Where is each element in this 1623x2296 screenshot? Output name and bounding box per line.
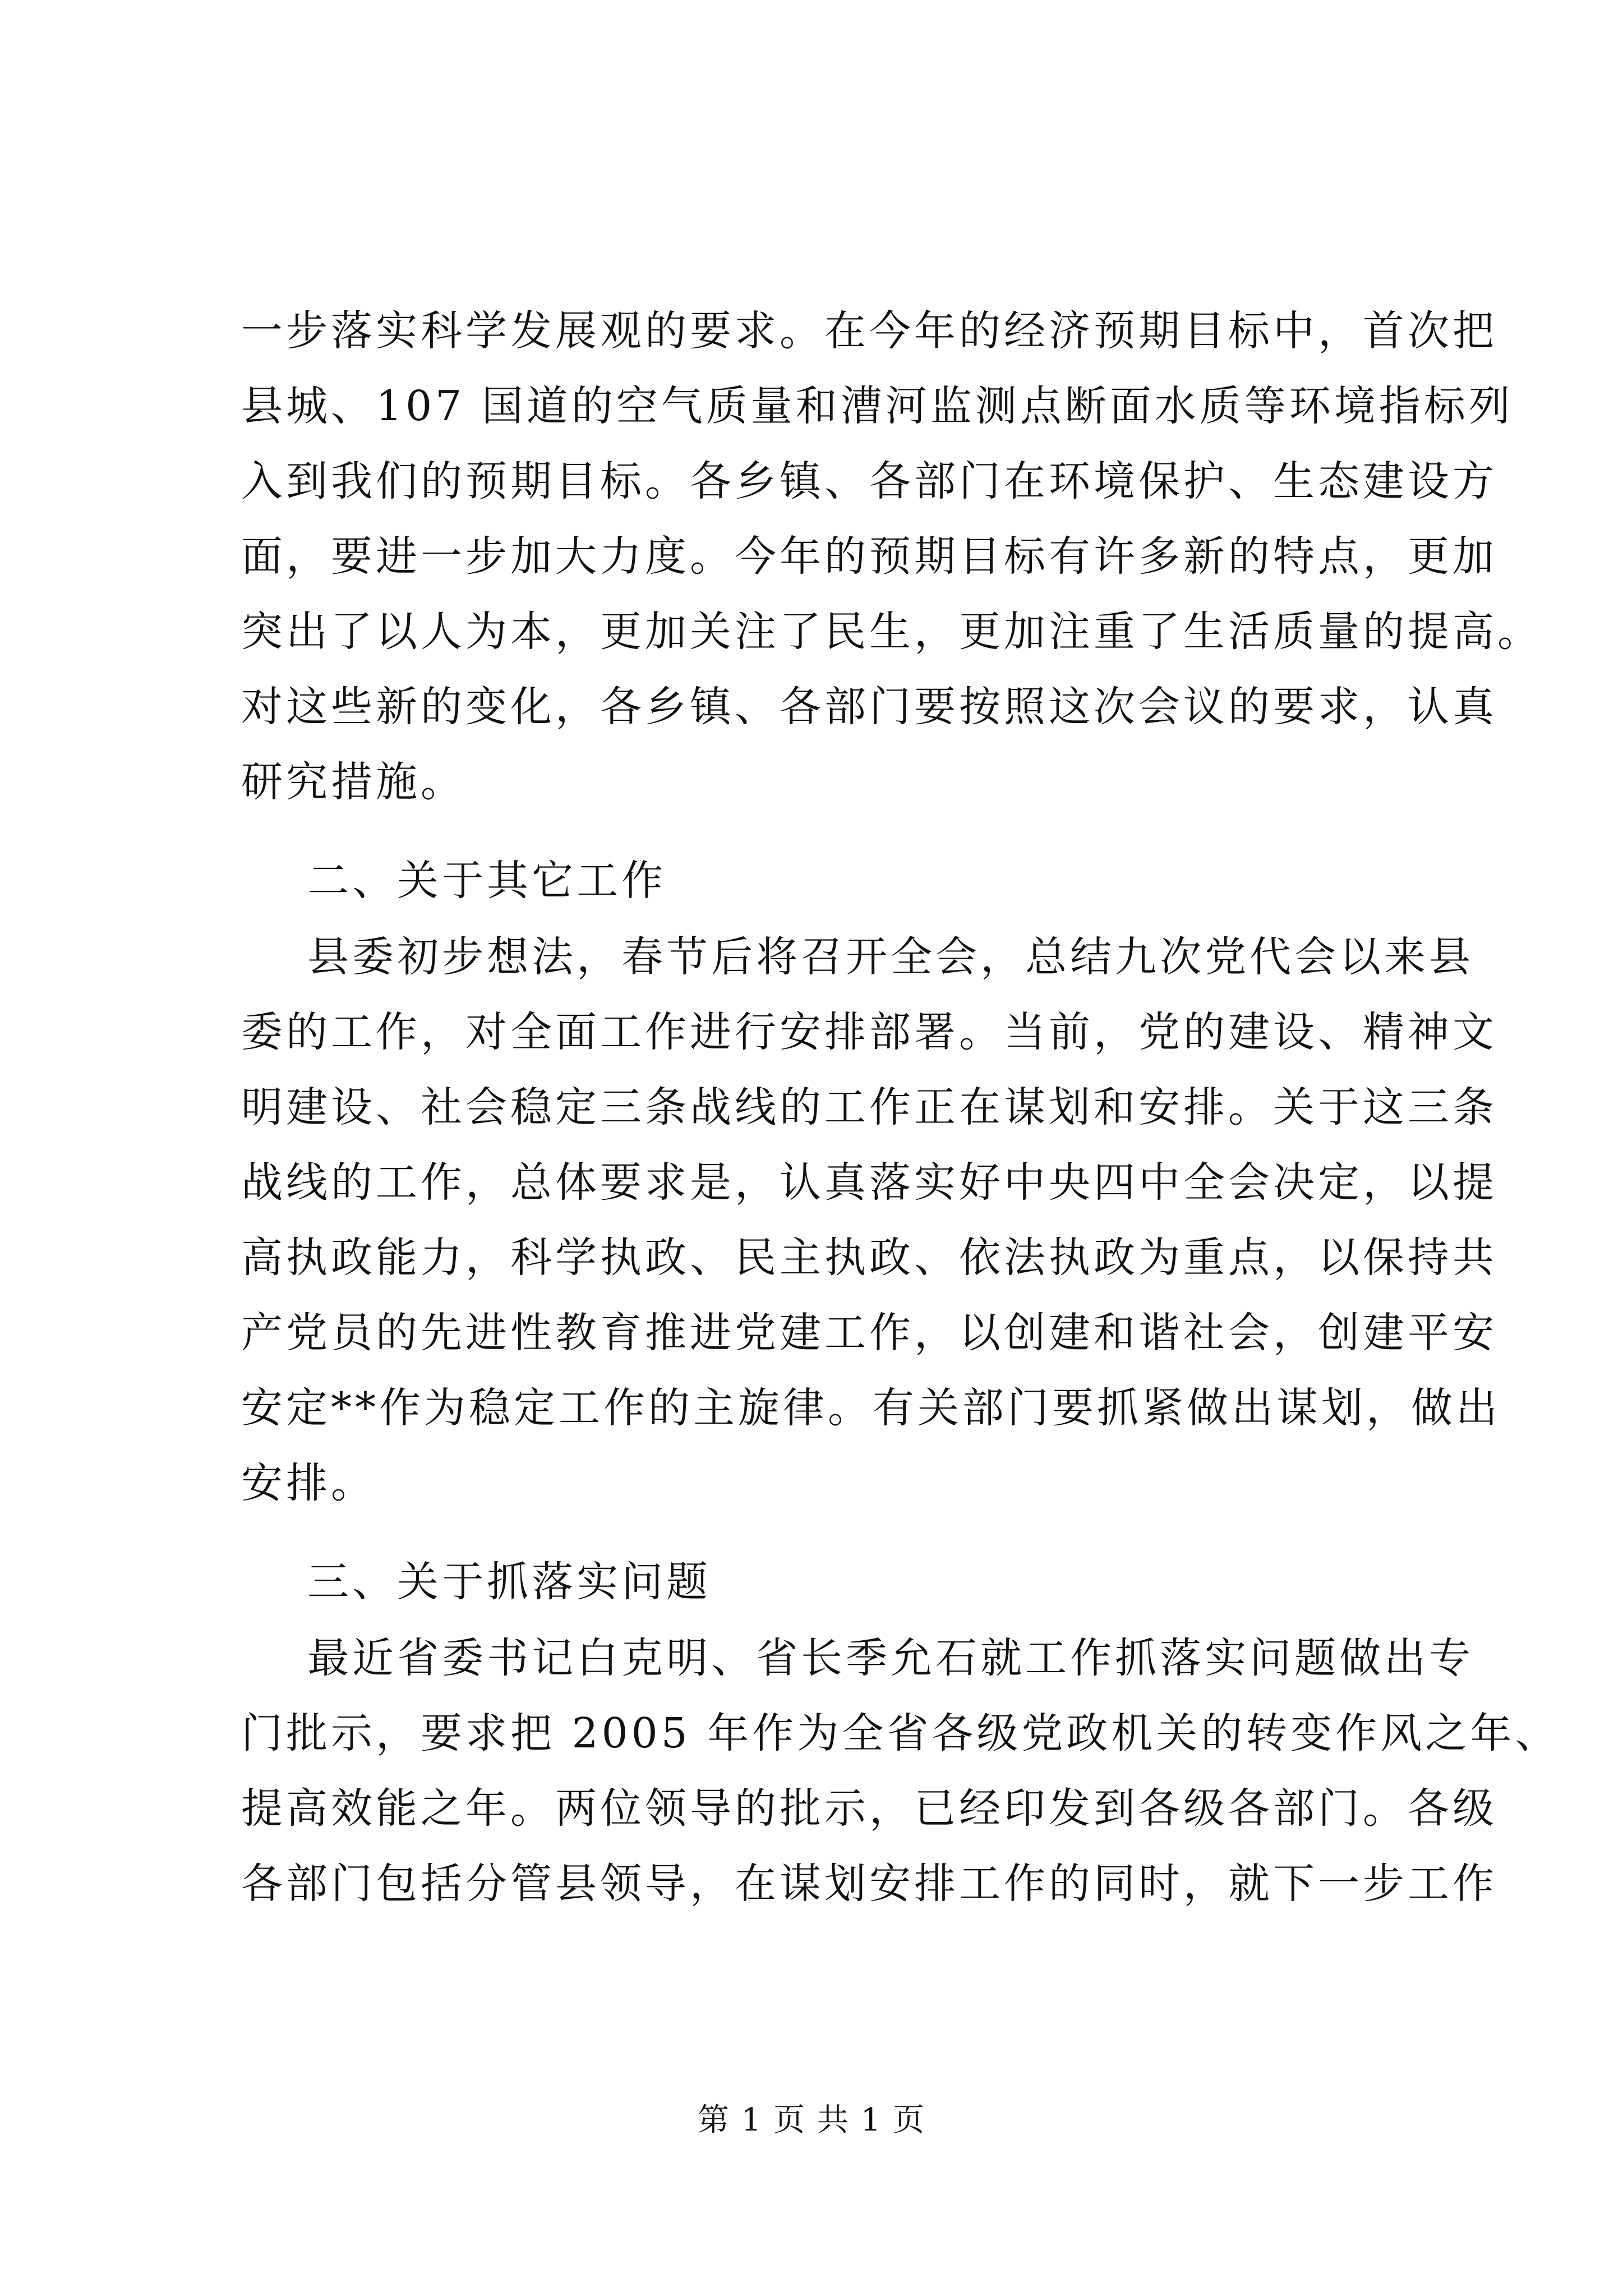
section-heading: 三、关于抓落实问题 bbox=[241, 1558, 712, 1606]
text-line: 对这些新的变化，各乡镇、各部门要按照这次会议的要求，认真 bbox=[241, 683, 1497, 731]
text-line: 安排。 bbox=[241, 1459, 376, 1507]
text-line: 委的工作，对全面工作进行安排部署。当前，党的建设、精神文 bbox=[241, 1008, 1497, 1056]
text-line: 面，要进一步加大力度。今年的预期目标有许多新的特点，更加 bbox=[241, 532, 1497, 581]
text-line: 安定**作为稳定工作的主旋律。有关部门要抓紧做出谋划，做出 bbox=[241, 1384, 1501, 1432]
text-line: 县城、107 国道的空气质量和漕河监测点断面水质等环境指标列 bbox=[241, 382, 1514, 430]
text-line: 一步落实科学发展观的要求。在今年的经济预期目标中，首次把 bbox=[241, 307, 1497, 355]
text-line: 突出了以人为本，更加关注了民生，更加注重了生活质量的提高。 bbox=[241, 608, 1542, 656]
text-line: 提高效能之年。两位领导的批示，已经印发到各级各部门。各级 bbox=[241, 1784, 1497, 1833]
text-line: 高执政能力，科学执政、民主执政、依法执政为重点，以保持共 bbox=[241, 1234, 1497, 1282]
text-line: 产党员的先进性教育推进党建工作，以创建和谐社会，创建平安 bbox=[241, 1309, 1497, 1357]
text-line: 明建设、社会稳定三条战线的工作正在谋划和安排。关于这三条 bbox=[241, 1083, 1497, 1131]
text-line: 最近省委书记白克明、省长季允石就工作抓落实问题做出专 bbox=[241, 1634, 1474, 1682]
section-heading: 二、关于其它工作 bbox=[241, 857, 667, 905]
text-line: 各部门包括分管县领导，在谋划安排工作的同时，就下一步工作 bbox=[241, 1860, 1497, 1908]
text-line: 县委初步想法，春节后将召开全会，总结九次党代会以来县 bbox=[241, 933, 1474, 981]
text-line: 门批示，要求把 2005 年作为全省各级党政机关的转变作风之年、 bbox=[241, 1709, 1560, 1757]
text-line: 入到我们的预期目标。各乡镇、各部门在环境保护、生态建设方 bbox=[241, 457, 1497, 505]
text-line: 战线的工作，总体要求是，认真落实好中央四中全会决定，以提 bbox=[241, 1158, 1497, 1207]
text-line: 研究措施。 bbox=[241, 758, 465, 806]
page-footer: 第 1 页 共 1 页 bbox=[697, 2102, 926, 2138]
